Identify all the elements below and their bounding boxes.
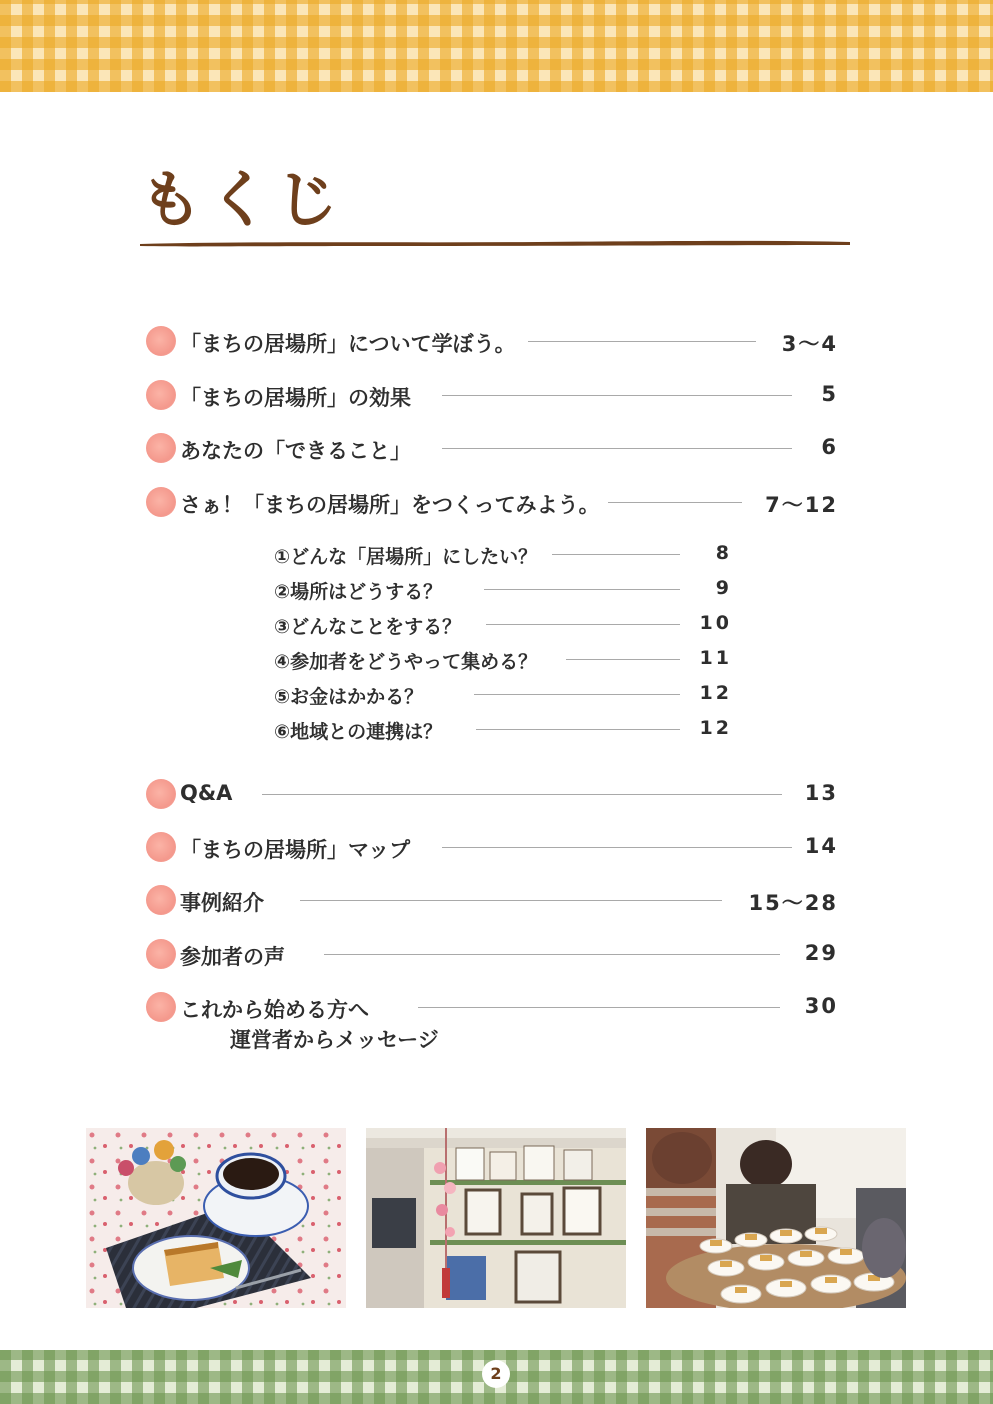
page-title: もくじ xyxy=(140,163,345,236)
page-number: 2 xyxy=(482,1360,510,1388)
toc-label: 「まちの居場所」マップ xyxy=(180,838,411,862)
leader-line xyxy=(442,448,792,449)
toc-item[interactable] xyxy=(146,324,838,358)
toc-item[interactable] xyxy=(146,378,838,412)
bullet-dot xyxy=(146,832,176,862)
bullet-dot xyxy=(146,939,176,969)
toc-item[interactable] xyxy=(146,830,838,864)
leader-line xyxy=(418,1007,780,1008)
toc-label: これから始める方へ xyxy=(180,998,369,1022)
toc-sublabel: ⑤お金はかかる？ xyxy=(274,686,424,708)
toc-subpage: 12 xyxy=(699,682,732,704)
toc-subitem[interactable] xyxy=(274,680,744,708)
toc-label: 「まちの居場所」の効果 xyxy=(180,386,411,410)
toc-subitem[interactable] xyxy=(274,645,744,673)
leader-line xyxy=(484,589,680,590)
photo-cake-preparation xyxy=(646,1128,906,1308)
toc-page: 15〜28 xyxy=(748,891,838,915)
toc-item[interactable] xyxy=(146,777,838,811)
leader-line xyxy=(324,954,780,955)
toc-subpage: 9 xyxy=(715,577,732,599)
toc-sublabel: ③どんなことをする？ xyxy=(274,616,462,638)
toc-sublabel: ①どんな「居場所」にしたい？ xyxy=(274,546,538,568)
leader-line xyxy=(300,900,722,901)
toc-subpage: 12 xyxy=(699,717,732,739)
leader-line xyxy=(442,847,792,848)
toc-subitem[interactable] xyxy=(274,610,744,638)
toc-subitem[interactable] xyxy=(274,540,744,568)
toc-page: 30 xyxy=(804,994,838,1018)
toc-page: 3〜4 xyxy=(781,332,838,356)
bullet-dot xyxy=(146,433,176,463)
top-gingham-border xyxy=(0,0,993,92)
bullet-dot xyxy=(146,326,176,356)
toc-item[interactable] xyxy=(146,431,838,465)
leader-line xyxy=(476,729,680,730)
toc-sublabel: ④参加者をどうやって集める？ xyxy=(274,651,538,673)
toc-label-second-line: 運営者からメッセージ xyxy=(230,1028,439,1052)
toc-page: 5 xyxy=(821,382,838,406)
toc-page: 13 xyxy=(804,781,838,805)
leader-line xyxy=(552,554,680,555)
toc-subpage: 8 xyxy=(715,542,732,564)
leader-line xyxy=(262,794,782,795)
toc-page: 29 xyxy=(804,941,838,965)
leader-line xyxy=(486,624,680,625)
toc-subpage: 10 xyxy=(699,612,732,634)
leader-line xyxy=(474,694,680,695)
leader-line xyxy=(608,502,742,503)
leader-line xyxy=(442,395,792,396)
toc-page: 6 xyxy=(821,435,838,459)
toc-item[interactable] xyxy=(146,883,838,917)
bullet-dot xyxy=(146,885,176,915)
toc-label: 「まちの居場所」について学ぼう。 xyxy=(180,332,516,356)
toc-item[interactable] xyxy=(146,485,838,519)
toc-item[interactable] xyxy=(146,990,838,1056)
photo-gallery-wall xyxy=(366,1128,626,1308)
toc-label: 参加者の声 xyxy=(180,945,285,969)
photo-coffee-cake xyxy=(86,1128,346,1308)
title-underline xyxy=(138,236,852,248)
toc-page: 7〜12 xyxy=(765,493,838,517)
toc-label: あなたの「できること」 xyxy=(180,439,411,463)
leader-line xyxy=(566,659,680,660)
toc-label: Q&A xyxy=(180,781,233,805)
toc-page: 14 xyxy=(804,834,838,858)
bullet-dot xyxy=(146,487,176,517)
bullet-dot xyxy=(146,992,176,1022)
toc-sublabel: ⑥地域との連携は？ xyxy=(274,721,443,743)
toc-label: 事例紹介 xyxy=(180,891,264,915)
toc-subpage: 11 xyxy=(699,647,732,669)
toc-subitem[interactable] xyxy=(274,715,744,743)
bullet-dot xyxy=(146,779,176,809)
toc-item[interactable] xyxy=(146,937,838,971)
toc-label: さぁ！「まちの居場所」をつくってみよう。 xyxy=(180,493,600,517)
bullet-dot xyxy=(146,380,176,410)
leader-line xyxy=(528,341,756,342)
toc-subitem[interactable] xyxy=(274,575,744,603)
toc-sublabel: ②場所はどうする？ xyxy=(274,581,443,603)
